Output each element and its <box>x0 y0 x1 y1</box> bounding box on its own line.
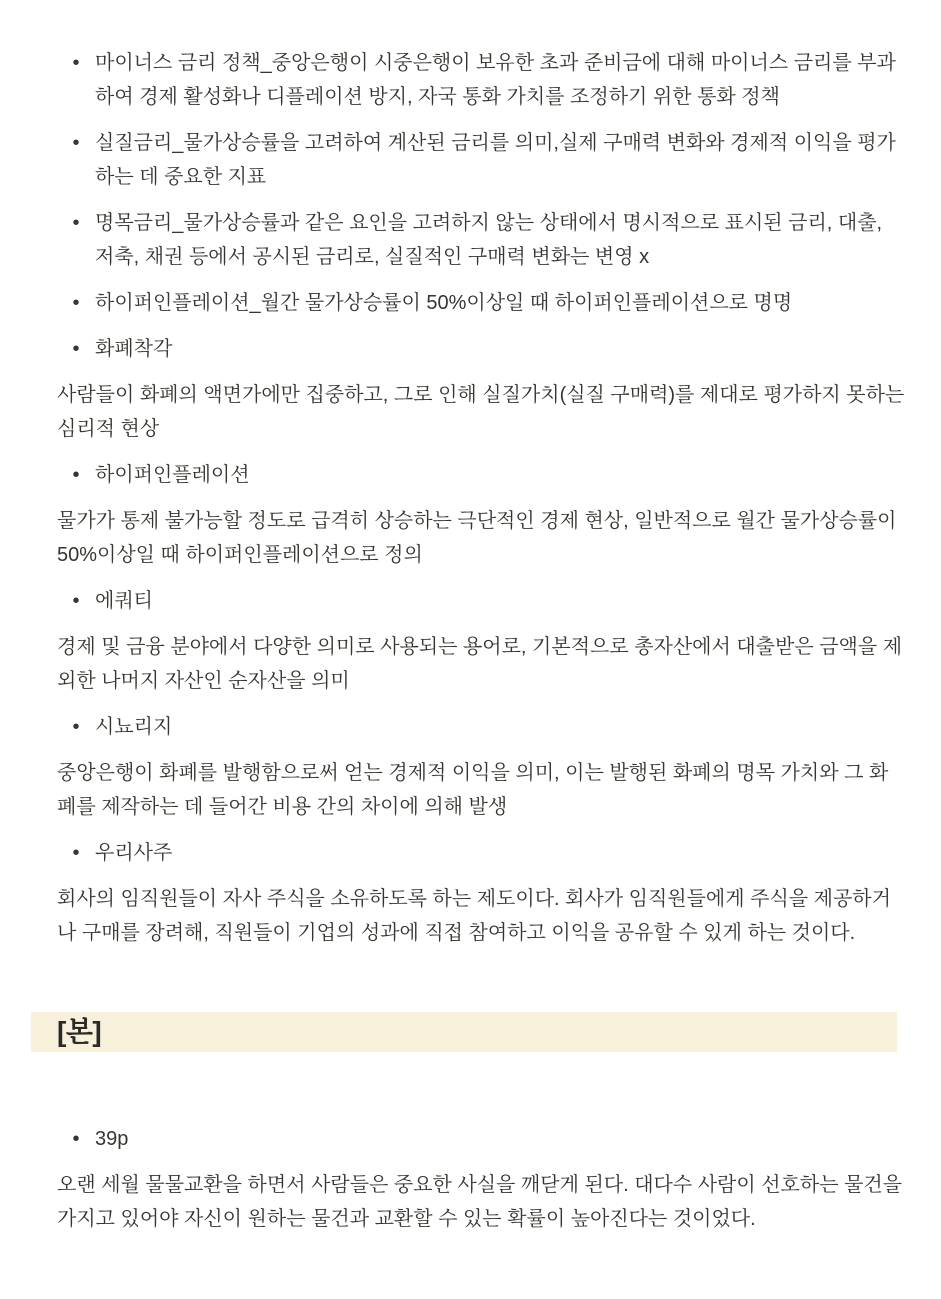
bullet-icon: • <box>72 464 80 486</box>
bullet-item-text: 우리사주 <box>95 842 173 864</box>
bullet-list-item <box>57 458 905 492</box>
bullet-item-text: 실질금리_물가상승률을 고려하여 계산된 금리를 의미,실제 구매력 변화와 경제적 이익을 평가하는 데 중요한 지표 <box>95 132 896 188</box>
bullet-icon: • <box>72 1128 80 1150</box>
bullet-icon: • <box>72 338 80 360</box>
paragraph-block: 사람들이 화폐의 액면가에만 집중하고, 그로 인해 실질가치(실질 구매력)를 제대로 평가하지 못하는 심리적 현상 <box>57 384 905 440</box>
paragraph-block: 물가가 통제 불가능할 정도로 급격히 상승하는 극단적인 경제 현상, 일반적으로 월간 물가상승률이 50%이상일 때 하이퍼인플레이션으로 정의 <box>57 510 897 566</box>
paragraph-block: 오랜 세월 물물교환을 하면서 사람들은 중요한 사실을 깨닫게 된다. 대다수 사람이 선호하는 물건을 가지고 있어야 자신이 원하는 물건과 교환할 수 있는 확률이 높아진다는 것이었다. <box>57 1174 903 1230</box>
bullet-icon: • <box>72 842 80 864</box>
paragraph-block: 경제 및 금융 분야에서 다양한 의미로 사용되는 용어로, 기본적으로 총자산에서 대출받은 금액을 제외한 나머지 자산인 순자산을 의미 <box>57 636 903 692</box>
bullet-list-item <box>57 46 905 114</box>
bullet-item-text: 명목금리_물가상승률과 같은 요인을 고려하지 않는 상태에서 명시적으로 표시된 금리, 대출, 저축, 채권 등에서 공시된 금리로, 실질적인 구매력 변화는 변영 x <box>95 212 883 268</box>
section-heading: [본] <box>31 1012 897 1052</box>
bullet-list-item <box>57 126 905 194</box>
bullet-list-item <box>57 836 905 870</box>
bullet-icon: • <box>72 212 80 234</box>
bullet-icon: • <box>72 590 80 612</box>
bullet-icon: • <box>72 292 80 314</box>
bullet-item-text: 하이퍼인플레이션_월간 물가상승률이 50%이상일 때 하이퍼인플레이션으로 명명 <box>95 292 793 314</box>
bullet-item-text: 39p <box>95 1128 129 1150</box>
bullet-list-item <box>57 332 905 366</box>
bullet-list-item <box>57 584 905 618</box>
bullet-icon: • <box>72 132 80 154</box>
paragraph-block: 중앙은행이 화폐를 발행함으로써 얻는 경제적 이익을 의미, 이는 발행된 화폐의 명목 가치와 그 화폐를 제작하는 데 들어간 비용 간의 차이에 의해 발생 <box>57 762 889 818</box>
bullet-item-text: 시뇨리지 <box>95 716 173 738</box>
bullet-item-text: 마이너스 금리 정책_중앙은행이 시중은행이 보유한 초과 준비금에 대해 마이너스 금리를 부과하여 경제 활성화나 디플레이션 방지, 자국 통화 가치를 조정하기 위한 통화 정책 <box>95 52 896 108</box>
bullet-list-item <box>57 1122 905 1156</box>
bullet-item-text: 하이퍼인플레이션 <box>95 464 250 486</box>
bullet-icon: • <box>72 716 80 738</box>
bullet-icon: • <box>72 52 80 74</box>
bullet-list-item <box>57 206 905 274</box>
bullet-list-item <box>57 710 905 744</box>
paragraph-block: 회사의 임직원들이 자사 주식을 소유하도록 하는 제도이다. 회사가 임직원들에게 주식을 제공하거나 구매를 장려해, 직원들이 기업의 성과에 직접 참여하고 이익을 공유할 수 있게 하는 것이다. <box>57 888 891 944</box>
bullet-list-item <box>57 286 905 320</box>
bullet-item-text: 화폐착각 <box>95 338 173 360</box>
bullet-item-text: 에쿼티 <box>95 590 153 612</box>
